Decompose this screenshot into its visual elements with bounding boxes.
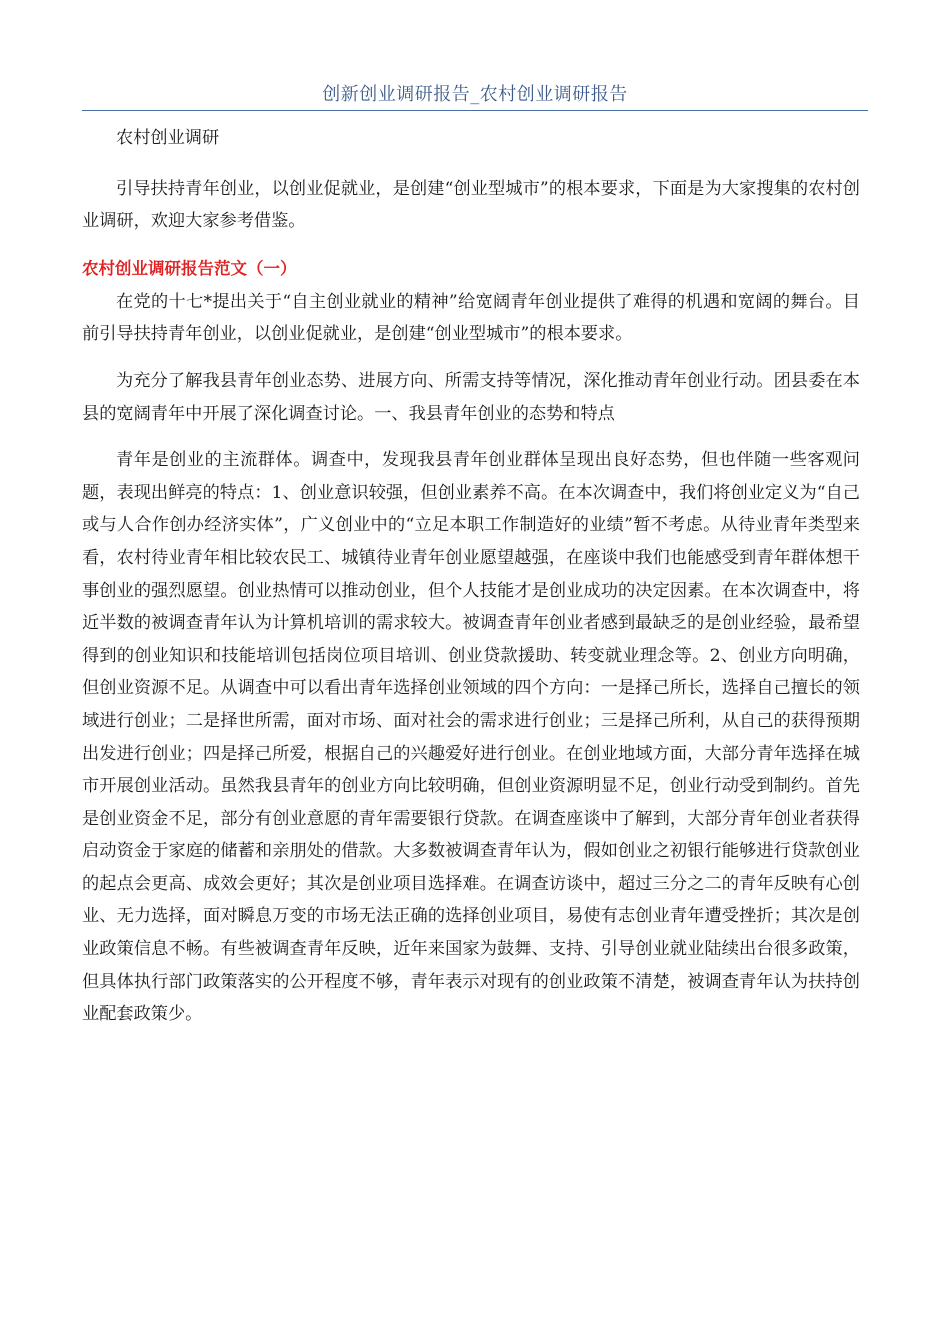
- section-heading: 农村创业调研报告范文（一）: [82, 258, 297, 278]
- intro-paragraph: 引导扶持青年创业，以创业促就业，是创建“创业型城市”的根本要求，下面是为大家搜集的农村创业调研，欢迎大家参考借鉴。: [82, 178, 860, 232]
- header-title: 创新创业调研报告_农村创业调研报告: [322, 84, 628, 105]
- document-body: [82, 122, 860, 1049]
- body-paragraph-3: 青年是创业的主流群体。调查中，发现我县青年创业群体呈现出良好态势，但也伴随一些客观问题，表现出鲜亮的特点：1、创业意识较强，但创业素养不高。在本次调查中，我们将创业定义为“自己或与人合作创办经济实体”，广义创业中的“立足本职工作制造好的业绩”暂不考虑。从待业青年类型来看，农村待业青年相比较农民工、城镇待业青年创业愿望越强，在座谈中我们也能感受到青年群体想干事创业的强烈愿望。创业热情可以推动创业，但个人技能才是创业成功的决定因素。在本次调查中，将近半数的被调查青年认为计算机培训的需求较大。被调查青年创业者感到最缺乏的是创业经验，最希望得到的创业知识和技能培训包括岗位项目培训、创业贷款援助、转变就业理念等。2、创业方向明确，但创业资源不足。从调查中可以看出青年选择创业领域的四个方向：一是择己所长，选择自己擅长的领域进行创业；二是择世所需，面对市场、面对社会的需求进行创业；三是择己所利，从自己的获得预期出发进行创业；四是择己所爱，根据自己的兴趣爱好进行创业。在创业地域方面，大部分青年选择在城市开展创业活动。虽然我县青年的创业方向比较明确，但创业资源明显不足，创业行动受到制约。首先是创业资金不足，部分有创业意愿的青年需要银行贷款。在调查座谈中了解到，大部分青年创业者获得启动资金于家庭的储蓄和亲朋处的借款。大多数被调查青年认为，假如创业之初银行能够进行贷款创业的起点会更高、成效会更好；其次是创业项目选择难。在调查访谈中，超过三分之二的青年反映有心创业、无力选择，面对瞬息万变的市场无法正确的选择创业项目，易使有志创业青年遭受挫折；其次是创业政策信息不畅。有些被调查青年反映，近年来国家为鼓舞、支持、引导创业就业陆续出台很多政策，但具体执行部门政策落实的公开程度不够，青年表示对现有的创业政策不清楚，被调查青年认为扶持创业配套政策少。: [82, 450, 860, 1025]
- intro-title: 农村创业调研: [116, 128, 220, 148]
- body-paragraph-1: 在党的十七*提出关于“自主创业就业的精神”给宽阔青年创业提供了难得的机遇和宽阔的舞台。目前引导扶持青年创业，以创业促就业，是创建“创业型城市”的根本要求。: [82, 291, 860, 345]
- body-paragraph-2: 为充分了解我县青年创业态势、进展方向、所需支持等情况，深化推动青年创业行动。团县委在本县的宽阔青年中开展了深化调查讨论。一、我县青年创业的态势和特点: [82, 370, 860, 424]
- page-header: [82, 82, 868, 111]
